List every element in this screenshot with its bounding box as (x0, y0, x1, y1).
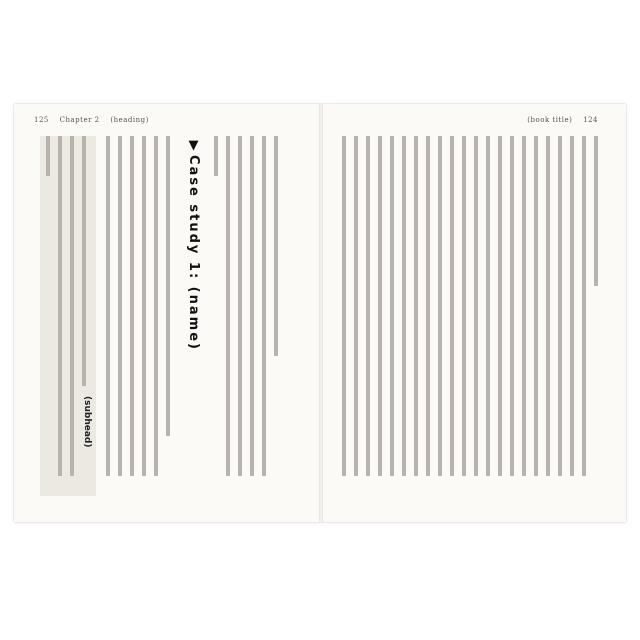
text-column (226, 136, 230, 476)
text-column (262, 136, 266, 476)
text-column (274, 136, 278, 356)
right-page-number: 124 (583, 116, 598, 124)
text-column (238, 136, 242, 476)
text-column (558, 136, 562, 476)
page-gutter (319, 104, 323, 522)
text-column (546, 136, 550, 476)
right-page (336, 136, 606, 496)
text-column (58, 136, 62, 476)
text-column (130, 136, 134, 476)
text-column (354, 136, 358, 476)
text-column (570, 136, 574, 476)
text-column (498, 136, 502, 476)
text-column (154, 136, 158, 476)
text-column (534, 136, 538, 476)
left-running-head (34, 116, 157, 124)
text-column (118, 136, 122, 476)
text-column (214, 136, 218, 176)
right-running-head (527, 116, 606, 124)
text-column (426, 136, 430, 476)
text-column (166, 136, 170, 436)
book-spread (14, 104, 626, 522)
left-page (36, 136, 306, 496)
text-column (390, 136, 394, 476)
text-column (438, 136, 442, 476)
text-column (522, 136, 526, 476)
text-column (250, 136, 254, 476)
text-column (486, 136, 490, 476)
text-column (378, 136, 382, 476)
text-column (46, 136, 50, 176)
right-book-title: (book title) (527, 116, 573, 124)
text-column (474, 136, 478, 476)
text-column (450, 136, 454, 476)
text-column (462, 136, 466, 476)
left-chapter-label: Chapter 2 (59, 116, 100, 124)
text-column (594, 136, 598, 286)
text-column (70, 136, 74, 476)
text-column (142, 136, 146, 476)
text-column (82, 136, 86, 386)
text-column (342, 136, 346, 476)
section-title: ▼Case study 1: (name) (186, 138, 201, 351)
left-chapter-title: (heading) (110, 116, 149, 124)
left-page-number: 125 (34, 116, 49, 124)
text-column (366, 136, 370, 476)
text-column (582, 136, 586, 476)
text-column (414, 136, 418, 476)
text-column (106, 136, 110, 476)
text-column (510, 136, 514, 476)
left-subhead: (subhead) (82, 396, 92, 448)
text-column (402, 136, 406, 476)
